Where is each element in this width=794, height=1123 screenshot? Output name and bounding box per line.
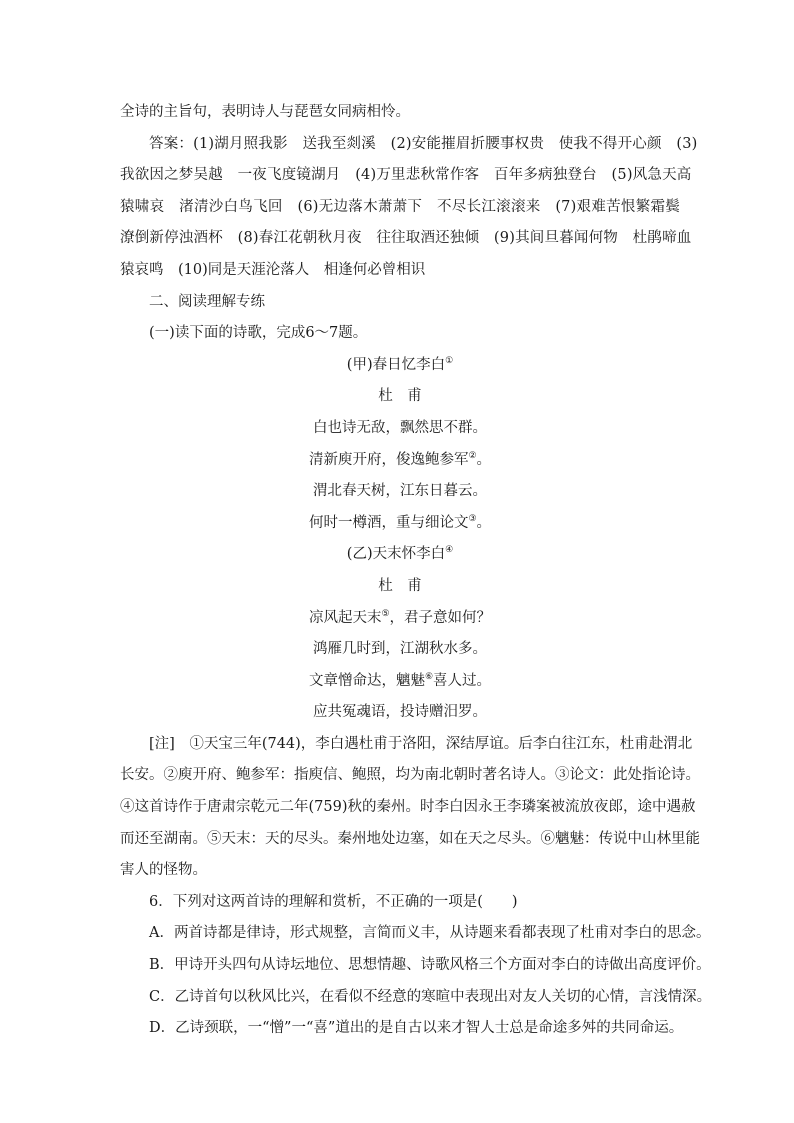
poem-a-line-4-note: ③ (468, 513, 477, 524)
poem-a-line-2-note: ② (468, 450, 477, 461)
question-6 (120, 887, 712, 1045)
document-page (120, 97, 712, 1045)
poem-a-line-3: 渭北春天树，江东日暮云。 (313, 483, 487, 500)
question-6-option-d: D．乙诗颈联，一“憎”一“喜”道出的是自古以来才智人士总是命途多舛的共同命运。 (149, 1020, 684, 1037)
poem-b-line-3-note: ⑥ (424, 671, 434, 682)
poem-a-author: 杜 甫 (378, 388, 422, 405)
answer-line-4: 潦倒新停浊酒杯 (8)春江花朝秋月夜 往往取酒还独倾 (9)其间旦暮闻何物 杜鹃啼血 (120, 230, 692, 247)
question-6-option-c: C．乙诗首句以秋风比兴，在看似不经意的寒暄中表现出对友人关切的心情，言浅情深。 (149, 988, 712, 1005)
poem-b-title (120, 539, 680, 571)
poem-b-line-4: 应共冤魂语，投诗赠汨罗。 (313, 704, 487, 721)
intro-tail-text: 全诗的主旨句，表明诗人与琵琶女同病相怜。 (120, 104, 410, 120)
notes-line-3: ④这首诗作于唐肃宗乾元二年(759)秋的秦州。时李白因永王李璘案被流放夜郎，途中遇赦 (120, 799, 696, 816)
notes-line-5: 害人的怪物。 (120, 862, 207, 879)
poem-b (120, 539, 680, 729)
poem-b-title-note: ④ (445, 545, 454, 556)
question-6-option-a: A．两首诗都是律诗，形式规整，言简而义丰，从诗题来看都表现了杜甫对李白的思念。 (149, 925, 711, 942)
poem-b-title-text: (乙)天末怀李白 (346, 546, 446, 563)
answer-line-5: 猿哀鸣 (10)同是天涯沦落人 相逢何必曾相识 (120, 261, 426, 278)
answer-line-1: 答案：(1)湖月照我影 送我至剡溪 (2)安能摧眉折腰事权贵 使我不得开心颜 (3) (149, 135, 698, 152)
notes-block (120, 729, 700, 887)
notes-line-1: [注] ①天宝三年(744)，李白遇杜甫于洛阳，深结厚谊。后李白往江东，杜甫赴渭北 (149, 735, 693, 752)
answer-line-2: 我欲因之梦吴越 一夜飞度镜湖月 (4)万里悲秋常作客 百年多病独登台 (5)风急天高 (120, 167, 692, 184)
question-6-stem: 6．下列对这两首诗的理解和赏析，不正确的一项是( ) (149, 893, 518, 910)
poem-b-line-2: 鸿雁几时到，江湖秋水多。 (313, 641, 487, 658)
poem-b-line-3 (120, 666, 680, 698)
sub-heading: (一)读下面的诗歌，完成6～7题。 (149, 325, 368, 342)
poem-a (120, 350, 680, 540)
poem-a-title (120, 350, 680, 382)
poem-b-author: 杜 甫 (378, 577, 422, 594)
poem-b-line-1-note: ⑤ (381, 608, 390, 619)
poem-b-line-1-end: ，君子意如何？ (389, 609, 492, 626)
question-6-option-b: B．甲诗开头四句从诗坛地位、思想情趣、诗歌风格三个方面对李白的诗做出高度评价。 (149, 957, 711, 974)
answer-block (120, 129, 698, 287)
poem-a-line-4 (120, 508, 680, 540)
poem-b-line-3-start: 文章憎命达，魑魅 (308, 672, 425, 689)
poem-a-line-4-text: 何时一樽酒，重与细论文 (308, 514, 469, 531)
notes-line-2: 长安。②庾开府、鲍参军：指庾信、鲍照，均为南北朝时著名诗人。③论文：此处指论诗。 (120, 767, 700, 784)
poem-a-title-note: ① (445, 355, 454, 366)
poem-a-line-1: 白也诗无敌，飘然思不群。 (313, 419, 487, 436)
answer-line-3: 猿啸哀 渚清沙白鸟飞回 (6)无边落木萧萧下 不尽长江滚滚来 (7)艰难苦恨繁霜鬓 (120, 198, 680, 215)
poem-a-title-text: (甲)春日忆李白 (346, 356, 446, 373)
poem-b-line-1-start: 凉风起天末 (308, 609, 382, 626)
poem-a-line-4-end: 。 (476, 514, 492, 531)
poem-b-line-3-end: 喜人过。 (433, 672, 492, 689)
poem-a-line-2 (120, 445, 680, 477)
poem-b-line-1 (120, 603, 680, 635)
notes-line-4: 而还至湖南。⑤天末：天的尽头。秦州地处边塞，如在天之尽头。⑥魑魅：传说中山林里能 (120, 830, 700, 847)
poem-a-line-2-text: 清新庾开府，俊逸鲍参军 (308, 451, 469, 468)
section-heading: 二、阅读理解专练 (149, 293, 265, 310)
poem-a-line-2-end: 。 (476, 451, 492, 468)
